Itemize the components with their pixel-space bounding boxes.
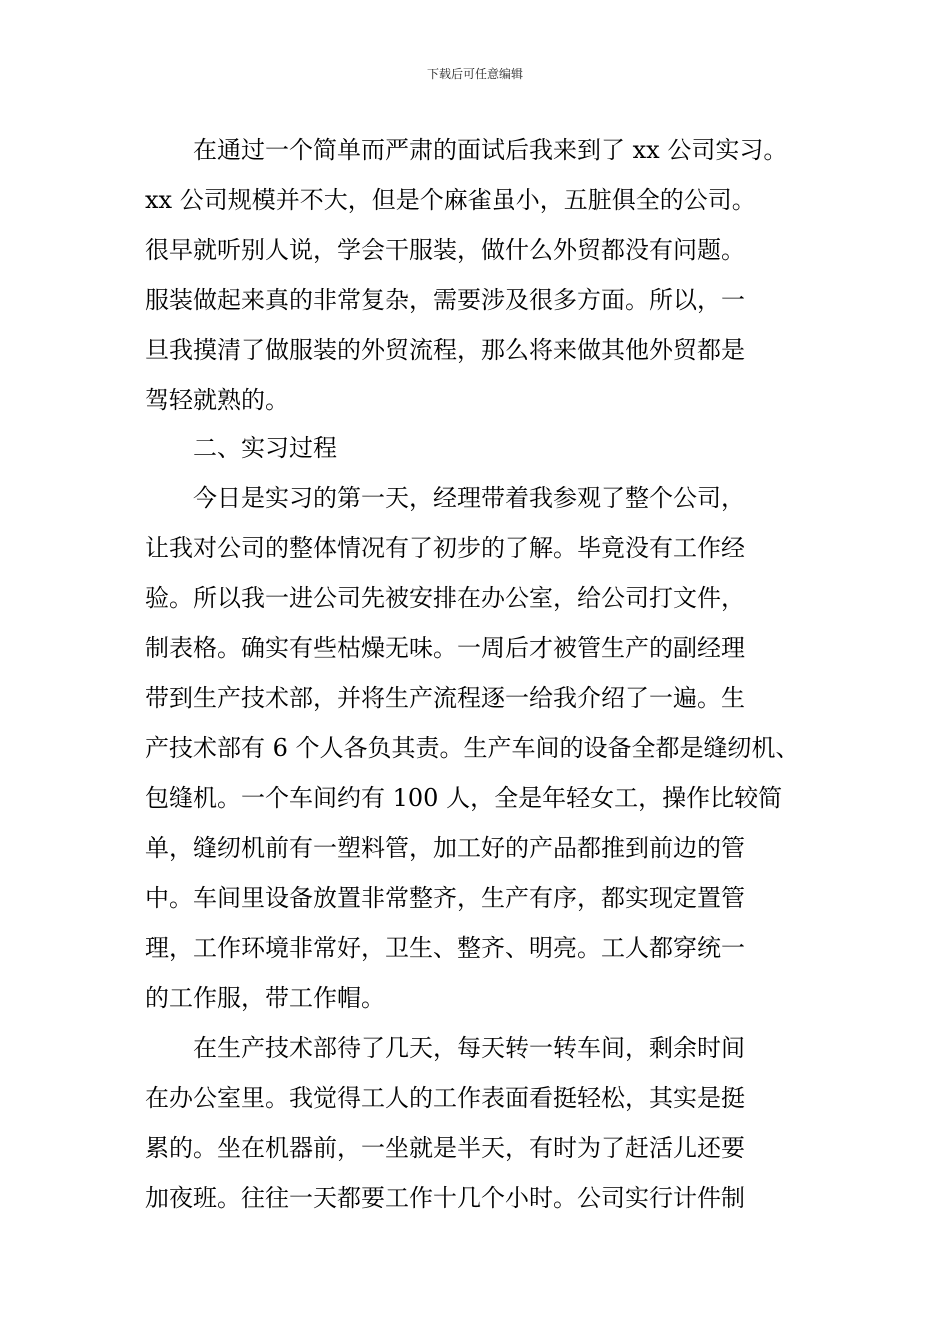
text-line: 驾轻就熟的。 xyxy=(145,386,289,414)
text-line: 的工作服，带工作帽。 xyxy=(145,984,385,1012)
text-line: 在办公室里。我觉得工人的工作表面看挺轻松，其实是挺 xyxy=(145,1084,745,1112)
page-header: 下载后可任意编辑 xyxy=(426,67,523,81)
section-heading: 二、实习过程 xyxy=(145,434,337,462)
text-line: 包缝机。一个车间约有 100 人，全是年轻女工，操作比较简 xyxy=(145,784,783,812)
text-line: 很早就听别人说，学会干服装，做什么外贸都没有问题。 xyxy=(145,236,745,264)
text-line: 验。所以我一进公司先被安排在办公室，给公司打文件， xyxy=(145,584,745,612)
text-line: 产技术部有 6 个人各负其责。生产车间的设备全都是缝纫机、 xyxy=(145,734,800,762)
text-line: 旦我摸清了做服装的外贸流程，那么将来做其他外贸都是 xyxy=(145,336,745,364)
text-line: xx 公司规模并不大，但是个麻雀虽小，五脏俱全的公司。 xyxy=(145,186,756,214)
text-line: 今日是实习的第一天，经理带着我参观了整个公司， xyxy=(145,484,745,512)
text-line: 理，工作环境非常好，卫生、整齐、明亮。工人都穿统一 xyxy=(145,934,745,962)
text-line: 在通过一个简单而严肃的面试后我来到了 xx 公司实习。 xyxy=(145,136,788,164)
text-line: 加夜班。往往一天都要工作十几个小时。公司实行计件制 xyxy=(145,1184,745,1212)
text-line: 中。车间里设备放置非常整齐，生产有序，都实现定置管 xyxy=(145,884,745,912)
text-line: 制表格。确实有些枯燥无味。一周后才被管生产的副经理 xyxy=(145,634,745,662)
text-line: 在生产技术部待了几天，每天转一转车间，剩余时间 xyxy=(145,1034,745,1062)
text-line: 单，缝纫机前有一塑料管，加工好的产品都推到前边的管 xyxy=(145,834,745,862)
text-line: 带到生产技术部，并将生产流程逐一给我介绍了一遍。生 xyxy=(145,684,745,712)
text-line: 服装做起来真的非常复杂，需要涉及很多方面。所以，一 xyxy=(145,286,745,314)
text-line: 让我对公司的整体情况有了初步的了解。毕竟没有工作经 xyxy=(145,534,745,562)
text-line: 累的。坐在机器前，一坐就是半天，有时为了赶活儿还要 xyxy=(145,1134,745,1162)
